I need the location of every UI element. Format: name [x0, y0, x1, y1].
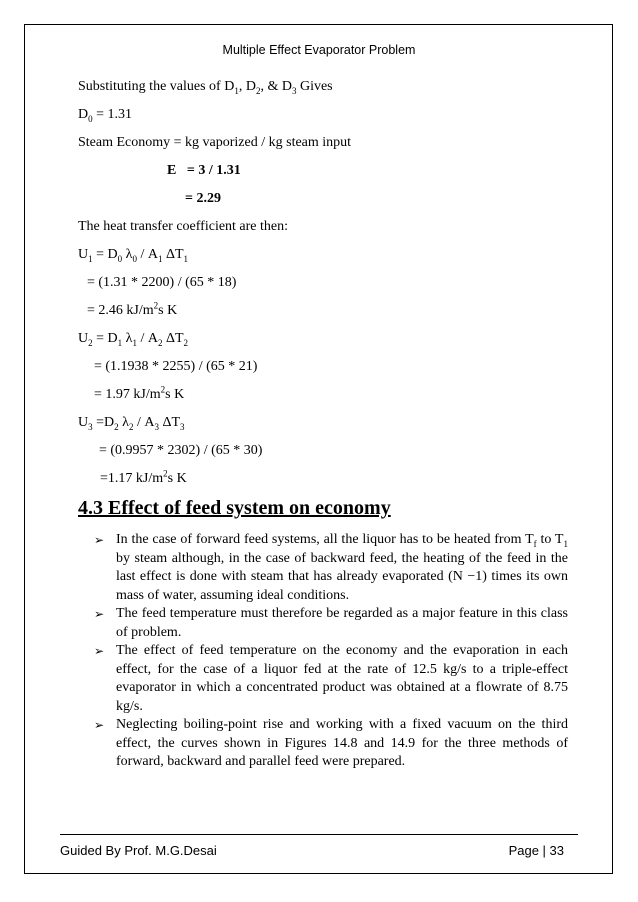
- line-u2-substitution: = (1.1938 * 2255) / (65 * 21): [94, 359, 258, 374]
- line-u2-formula: $U_2 = D_1$ $\lambda_1 / A_2$ $\Delta T_2$: [78, 331, 188, 348]
- line-substituting: Substituting the values of $D_1$, $D_2$, & $D_3$ Gives: [78, 79, 333, 96]
- line-steam-economy: Steam Economy = kg vaporized / kg steam input: [78, 135, 352, 150]
- line-u2-result: = 1.97 $kJ/m^2s$ K: [94, 384, 185, 402]
- line-u1-result: = 2.46 $kJ/m^2s$ K: [87, 300, 178, 318]
- calculation-block: [78, 76, 566, 496]
- line-u3-formula: $U_3 =D_2$ $\lambda_2 / A_3$ $\Delta T_3$: [78, 415, 185, 432]
- page-header: Multiple Effect Evaporator Problem: [222, 43, 416, 57]
- line-d0: $D_0 = 1.31$: [78, 107, 133, 124]
- arrow-bullet-icon: ➢: [94, 718, 105, 732]
- arrow-bullet-icon: ➢: [94, 533, 105, 547]
- list-item: ➢ The feed temperature must therefore be regarded as a major feature in this class of problem.: [94, 606, 568, 640]
- bullet-list: [92, 531, 568, 772]
- arrow-bullet-icon: ➢: [94, 644, 105, 658]
- line-economy-formula: E = 3 / 1.31: [167, 163, 241, 178]
- line-u3-substitution: = (0.9957 * 2302) / (65 * 30): [99, 443, 263, 458]
- arrow-bullet-icon: ➢: [94, 607, 105, 621]
- line-u3-result: =1.17 $kJ/m^2s$ K: [100, 468, 187, 486]
- list-item: ➢ In the case of forward feed systems, all the liquor has to be heated from $T_f$ to $T_1$ by steam although, in the case of backward feed, the heating of the feed in the last effect is done with steam that has already evaporated (N −1) times its own mass of water, assuming ideal conditions.: [94, 532, 568, 603]
- line-u1-substitution: = (1.31 * 2200) / (65 * 18): [87, 275, 237, 290]
- line-u1-formula: $U_1 = D_0$ $\lambda_0 / A_1$ $\Delta T_1$: [78, 247, 188, 264]
- list-item: ➢ The effect of feed temperature on the economy and the evaporation in each effect, for the case of a liquor fed at the rate of 12.5 kg/s to a triple-effect evaporator in which a concentrated product was obtained at a flowrate of 8.75 kg/s.: [94, 643, 568, 714]
- section-heading: 4.3 Effect of feed system on economy: [78, 497, 391, 519]
- footer-divider: [60, 834, 578, 835]
- page-number: Page | 33: [508, 843, 564, 858]
- line-heat-transfer-intro: The heat transfer coefficient are then:: [78, 219, 289, 234]
- list-item: ➢ Neglecting boiling-point rise and working with a fixed vacuum on the third effect, the curves shown in Figures 14.8 and 14.9 for the three methods of forward, backward and parallel feed were prepared.: [94, 717, 568, 769]
- line-economy-result: = 2.29: [185, 191, 221, 206]
- footer-guide: Guided By Prof. M.G.Desai: [60, 843, 217, 858]
